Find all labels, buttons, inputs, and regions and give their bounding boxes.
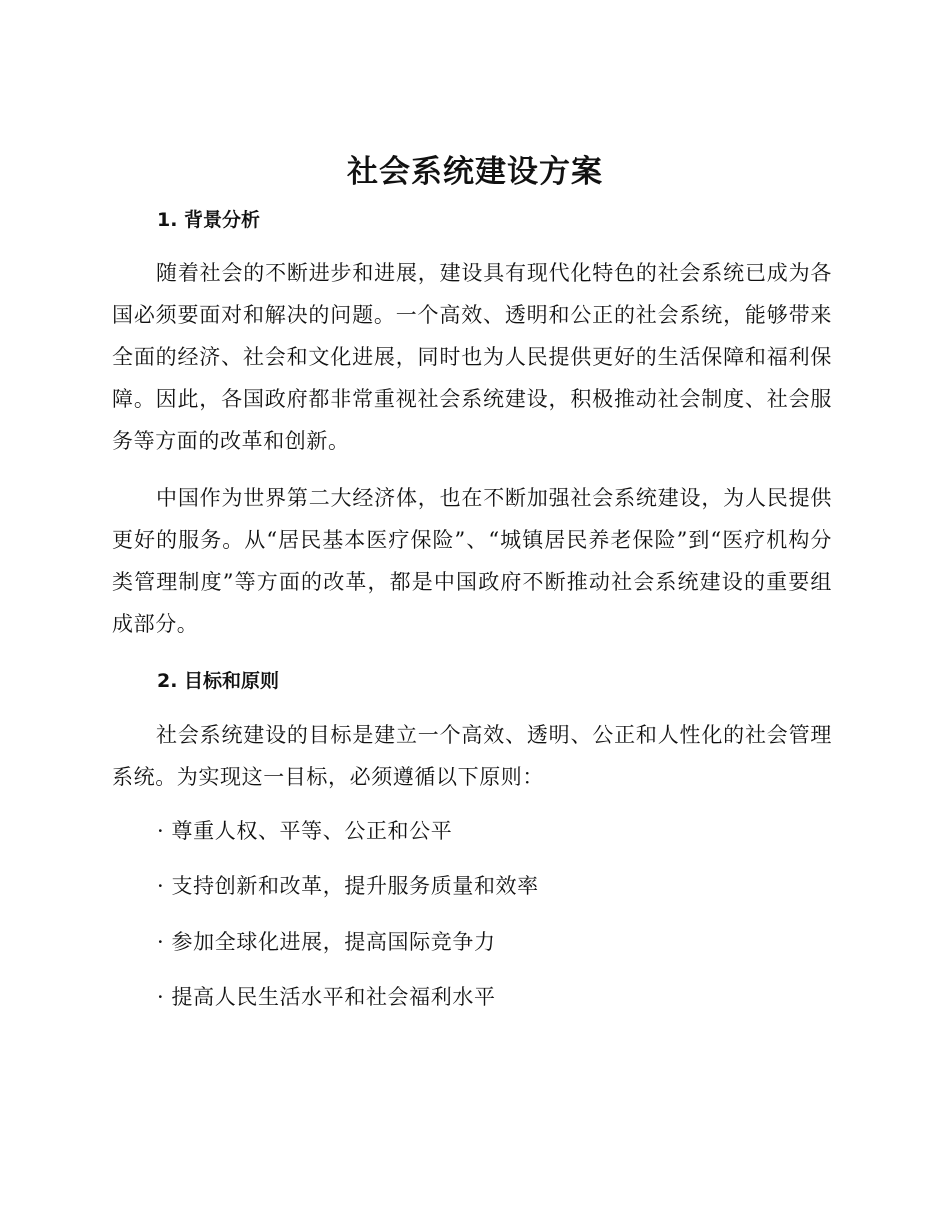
paragraph-background-1: 随着社会的不断进步和进展，建设具有现代化特色的社会系统已成为各国必须要面对和解决的问题。一个高效、透明和公正的社会系统，能够带来全面的经济、社会和文化进展，同时也为人民提供更好的生活保障和福利保障。因此，各国政府都非常重视社会系统建设，积极推动社会制度、社会服务等方面的改革和创新。 [112, 261, 832, 453]
section-heading-background: 1. 背景分析 [157, 209, 261, 231]
paragraph-background-2: 中国作为世界第二大经济体，也在不断加强社会系统建设，为人民提供更好的服务。从“居民基本医疗保险”、“城镇居民养老保险”到“医疗机构分类管理制度”等方面的改革，都是中国政府不断推动社会系统建设的重要组成部分。 [112, 486, 832, 636]
section-heading-goals: 2. 目标和原则 [157, 670, 280, 692]
document-title: 社会系统建设方案 [347, 154, 603, 190]
paragraph-goals: 社会系统建设的目标是建立一个高效、透明、公正和人性化的社会管理系统。为实现这一目标，必须遵循以下原则： [112, 723, 832, 789]
principle-list-item: · 尊重人权、平等、公正和公平 [157, 819, 453, 843]
principle-list-item: · 参加全球化进展，提高国际竞争力 [157, 930, 496, 954]
principle-list-item: · 提高人民生活水平和社会福利水平 [157, 985, 496, 1009]
principle-list-item: · 支持创新和改革，提升服务质量和效率 [157, 874, 539, 898]
